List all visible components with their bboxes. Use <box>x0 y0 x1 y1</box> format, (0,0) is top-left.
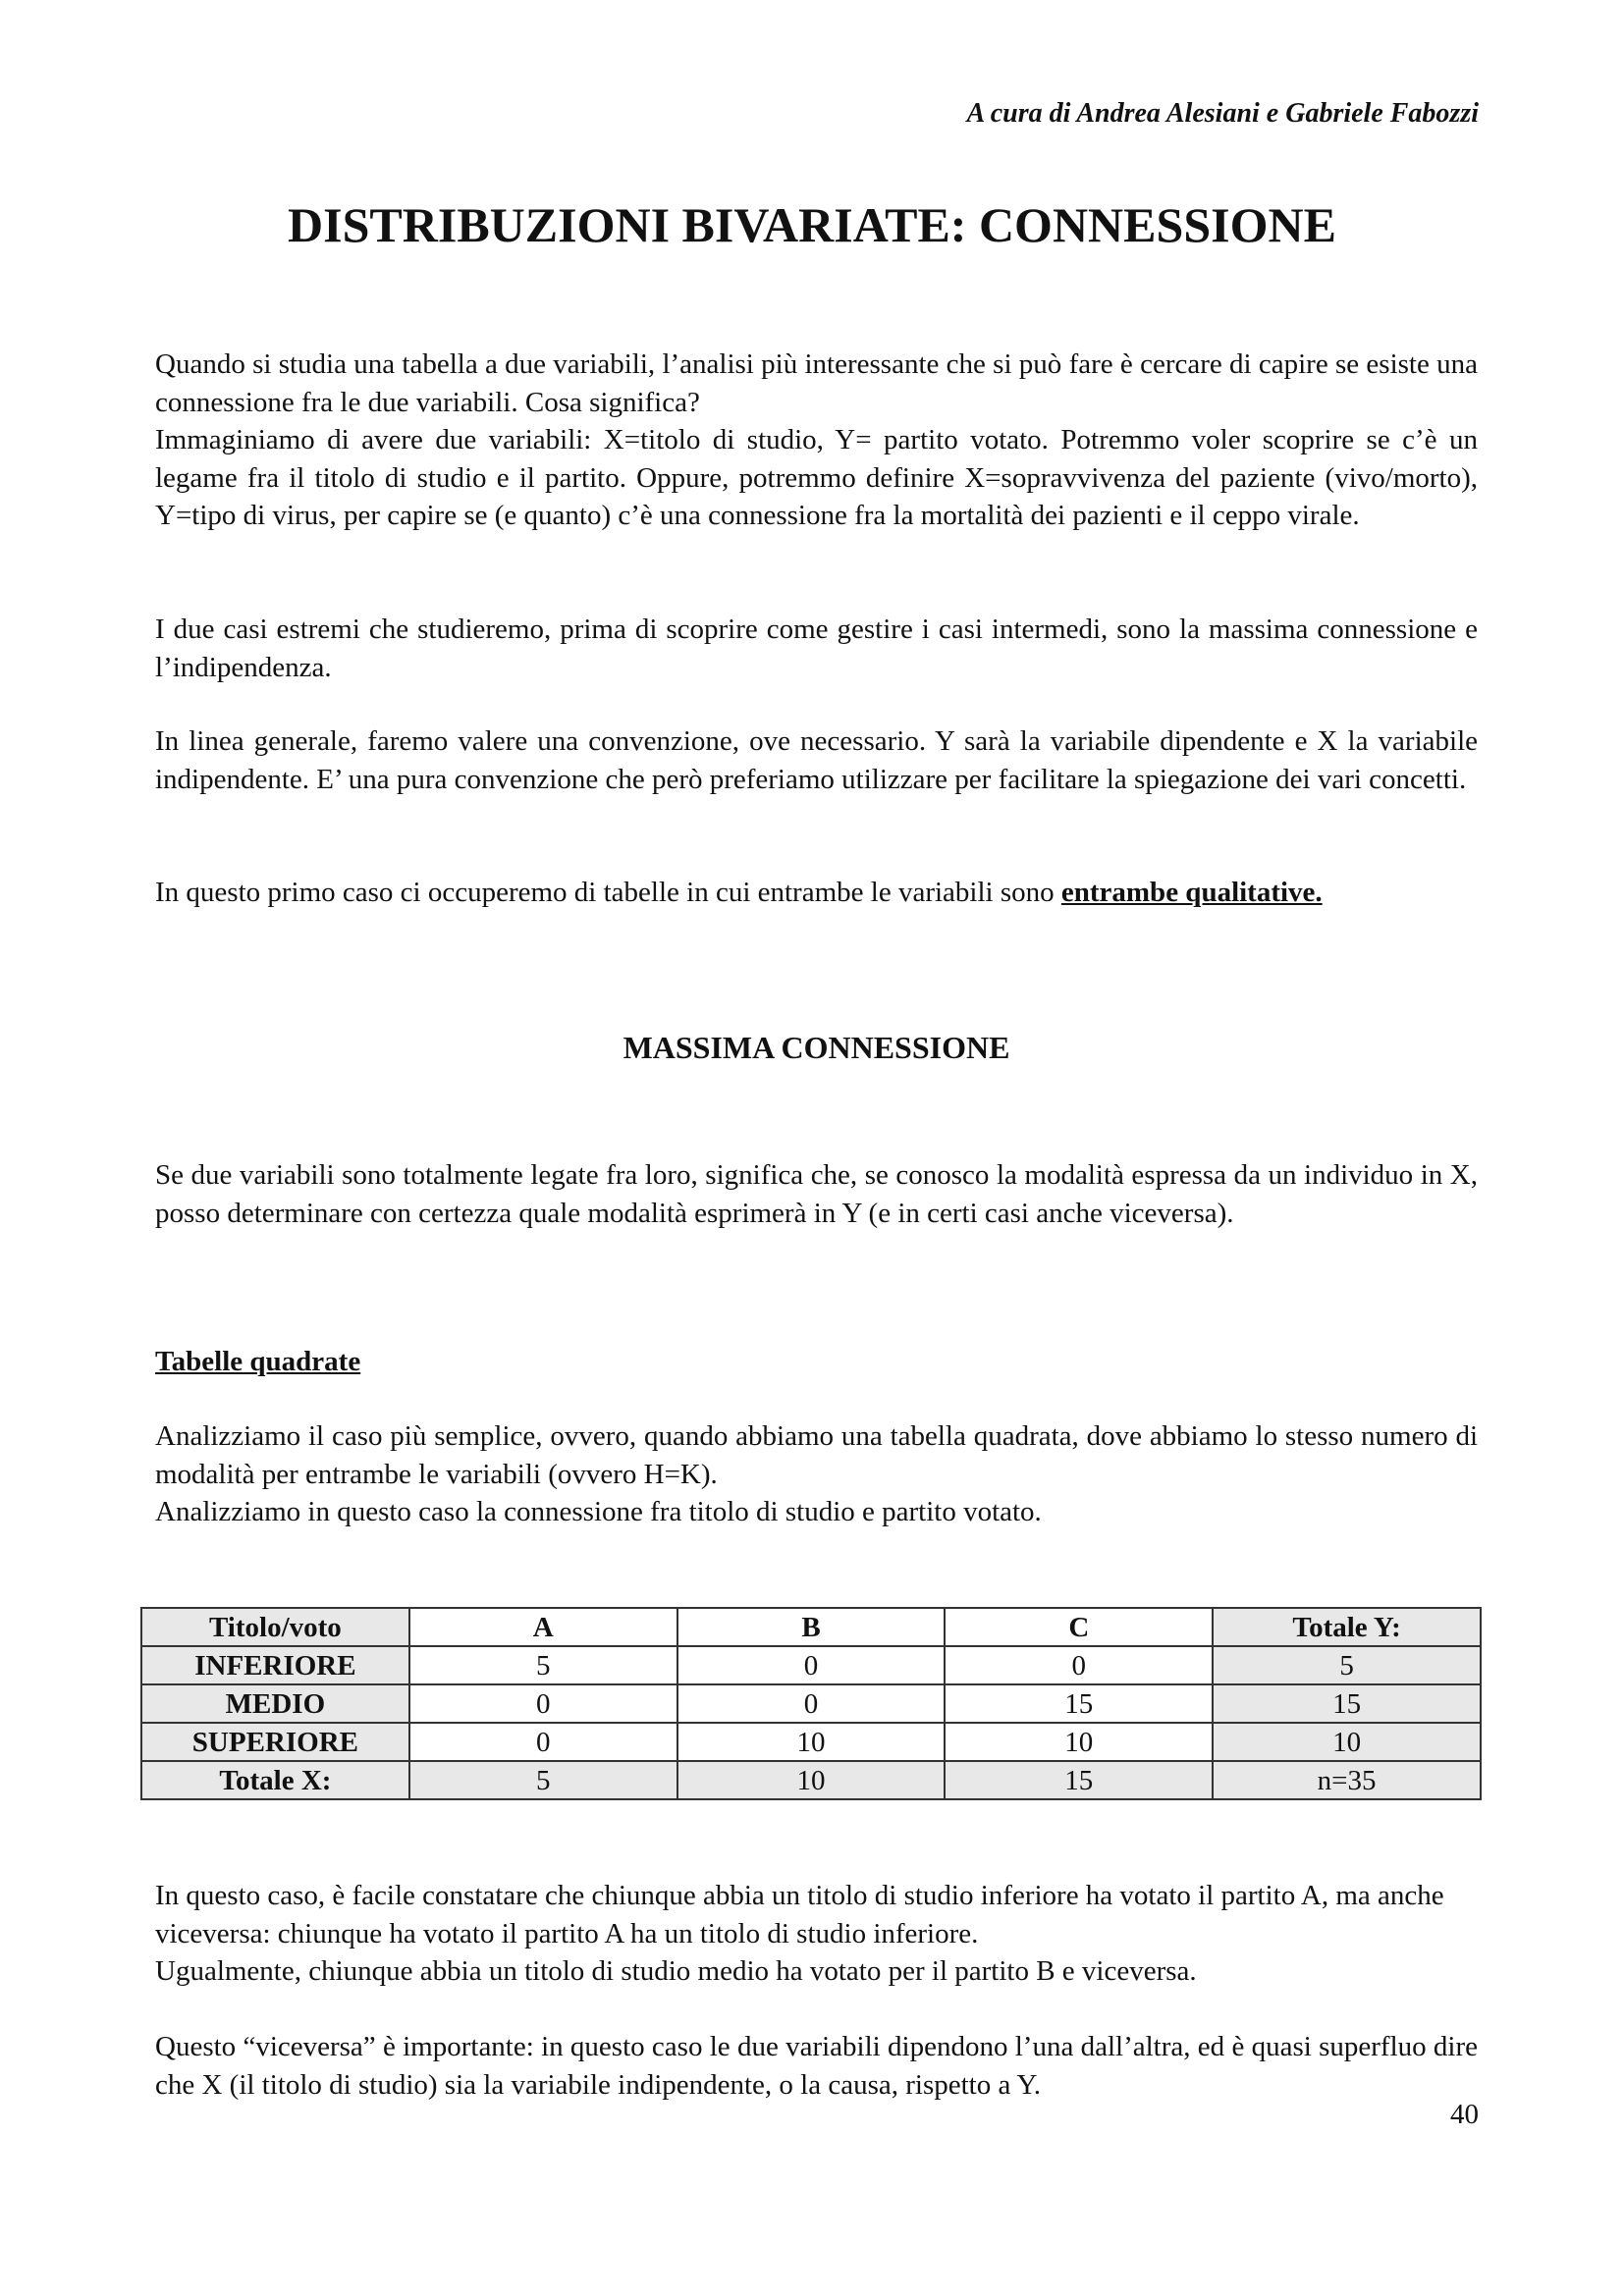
table-cell: 5 <box>409 1761 677 1799</box>
extremes-section <box>155 611 1478 686</box>
table-cell: 10 <box>677 1761 946 1799</box>
convention-section <box>155 722 1478 798</box>
viceversa-section <box>155 2028 1478 2104</box>
page-header-authors: A cura di Andrea Alesiani e Gabriele Fabozzi <box>966 98 1479 129</box>
table-cell: n=35 <box>1213 1761 1481 1799</box>
analisi-paragraph-2: Analizziamo in questo caso la connessione fra titolo di studio e partito votato. <box>155 1496 1042 1527</box>
convention-paragraph: In linea generale, faremo valere una convenzione, ove necessario. Y sarà la variabile dipendente e X la variabile indipendente. E’ una pura convenzione che però preferiamo utilizzare per facilitare la spiegazione dei vari concetti. <box>155 725 1478 795</box>
table-cell: 10 <box>945 1723 1213 1761</box>
table-cell: 0 <box>677 1646 946 1684</box>
table-row <box>141 1646 1481 1684</box>
intro-section <box>155 346 1478 535</box>
table-cell: 10 <box>1213 1723 1481 1761</box>
table-row-label: MEDIO <box>141 1684 409 1723</box>
table-cell: 5 <box>409 1646 677 1684</box>
after-paragraph-1: In questo caso, è facile constatare che chiunque abbia un titolo di studio inferiore ha votato il partito A, ma anche viceversa: chiunque ha votato il partito A ha un titolo di studio inferiore. <box>155 1880 1444 1949</box>
massima-section <box>155 1156 1478 1232</box>
intro-paragraph: Quando si studia una tabella a due variabili, l’analisi più interessante che si può fare è cercare di capire se esiste una connessione fra le due variabili. Cosa significa? <box>155 348 1478 418</box>
after-table-section <box>155 1877 1478 1991</box>
table-row-totals <box>141 1761 1481 1799</box>
analisi-paragraph-1: Analizziamo il caso più semplice, ovvero, quando abbiamo una tabella quadrata, dove abbiamo lo stesso numero di modalità per entrambe le variabili (ovvero H=K). <box>155 1420 1478 1490</box>
table-header-cell: C <box>945 1608 1213 1646</box>
table-cell: 5 <box>1213 1646 1481 1684</box>
extremes-paragraph: I due casi estremi che studieremo, prima di scoprire come gestire i casi intermedi, sono la massima connessione e l’indipendenza. <box>155 614 1478 683</box>
qualitative-text: In questo primo caso ci occuperemo di tabelle in cui entrambe le variabili sono <box>155 877 1061 908</box>
qualitative-emphasis: entrambe qualitative. <box>1060 877 1323 908</box>
table-header-cell: Totale Y: <box>1213 1608 1481 1646</box>
table-header-cell: A <box>409 1608 677 1646</box>
table-cell: 0 <box>409 1723 677 1761</box>
table-row <box>141 1723 1481 1761</box>
table-cell: 0 <box>945 1646 1213 1684</box>
contingency-table <box>140 1607 1482 1800</box>
contingency-table-wrapper <box>140 1607 1482 1800</box>
qualitative-section <box>155 874 1478 912</box>
page-number: 40 <box>1450 2099 1479 2130</box>
after-paragraph-2: Ugualmente, chiunque abbia un titolo di studio medio ha votato per il partito B e viceversa. <box>155 1955 1197 1987</box>
table-row <box>141 1684 1481 1723</box>
table-cell: 15 <box>945 1761 1213 1799</box>
table-row-label: INFERIORE <box>141 1646 409 1684</box>
table-cell: 10 <box>677 1723 946 1761</box>
qualitative-paragraph <box>155 874 1478 912</box>
table-cell: 15 <box>945 1684 1213 1723</box>
table-header-cell: Titolo/voto <box>141 1608 409 1646</box>
table-row-label: SUPERIORE <box>141 1723 409 1761</box>
table-header-cell: B <box>677 1608 946 1646</box>
table-cell: 0 <box>409 1684 677 1723</box>
table-cell: 0 <box>677 1684 946 1723</box>
massima-connessione-heading: MASSIMA CONNESSIONE <box>623 1030 1010 1065</box>
massima-paragraph: Se due variabili sono totalmente legate fra loro, significa che, se conosco la modalità espressa da un individuo in X, posso determinare con certezza quale modalità esprimerà in Y (e in certi casi anche viceversa). <box>155 1159 1478 1229</box>
tabelle-quadrate-heading: Tabelle quadrate <box>155 1346 361 1377</box>
analisi-section <box>155 1417 1478 1531</box>
intro-paragraph-2: Immaginiamo di avere due variabili: X=titolo di studio, Y= partito votato. Potremmo voler scoprire se c’è un legame fra il titolo di studio e il partito. Oppure, potremmo definire X=sopravvivenza del paziente (vivo/morto), Y=tipo di virus, per capire se (e quanto) c’è una connessione fra la mortalità dei pazienti e il ceppo virale. <box>155 424 1478 531</box>
page-title: DISTRIBUZIONI BIVARIATE: CONNESSIONE <box>288 197 1336 252</box>
table-cell: 15 <box>1213 1684 1481 1723</box>
table-header-row <box>141 1608 1481 1646</box>
viceversa-paragraph: Questo “viceversa” è importante: in questo caso le due variabili dipendono l’una dall’altra, ed è quasi superfluo dire che X (il titolo di studio) sia la variabile indipendente, o la causa, rispetto a Y. <box>155 2031 1478 2101</box>
table-row-label: Totale X: <box>141 1761 409 1799</box>
